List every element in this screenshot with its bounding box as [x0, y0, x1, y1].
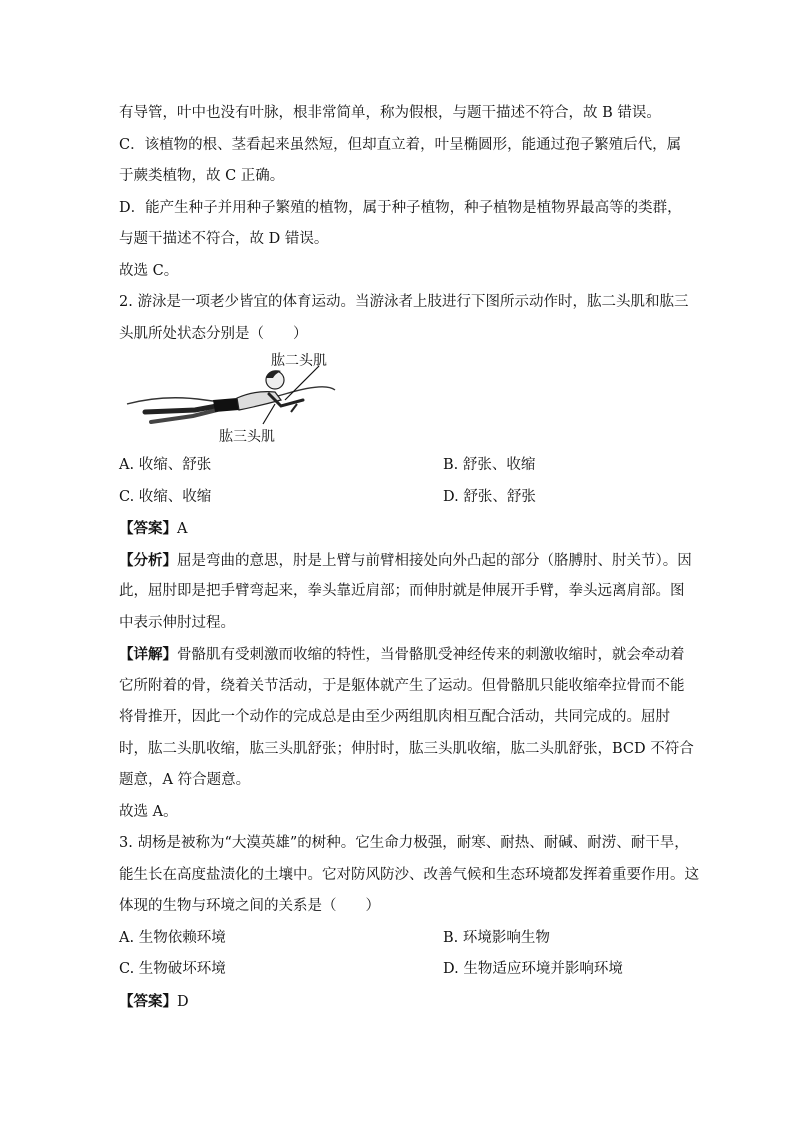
- detail-tag: 【详解】: [119, 646, 177, 663]
- options-row: [119, 954, 679, 986]
- answer-tag: 【答案】: [119, 520, 177, 537]
- answer-tag: 【答案】: [119, 992, 177, 1010]
- analysis-text: 屈是弯曲的意思，肘是上臂与前臂相接处向外凸起的部分（胳膊肘、肘关节）。因: [177, 552, 692, 569]
- conclusion-line: 故选 C。: [119, 262, 179, 279]
- analysis-line: 此，屈肘即是把手臂弯起来，拳头靠近肩部；而伸肘就是伸展开手臂，拳头远离肩部。图: [119, 583, 685, 599]
- options-row: [119, 482, 679, 514]
- detail-line: 将骨推开，因此一个动作的完成总是由至少两组肌肉相互配合活动，共同完成的。屈肘: [119, 709, 670, 725]
- triceps-label: 肱三头肌: [219, 429, 275, 445]
- detail-text: 骨骼肌有受刺激而收缩的特性，当骨骼肌受神经传来的刺激收缩时，就会牵动着: [177, 647, 685, 663]
- question-3-stem-line: 3. 胡杨是被称为“大漠英雄”的树种。它生命力极强，耐寒、耐热、耐碱、耐涝、耐干旱，: [119, 835, 689, 851]
- options-row: [119, 923, 679, 955]
- option-d: D. 舒张、舒张: [443, 488, 536, 505]
- option-a: A. 生物依赖环境: [119, 929, 226, 946]
- option-a: A. 收缩、舒张: [119, 457, 212, 473]
- detail-line: [119, 639, 685, 671]
- question-2-stem-line: 头肌所处状态分别是（ ）: [119, 325, 308, 342]
- answer-line: [119, 986, 679, 1018]
- text-line: 有导管，叶中也没有叶脉，根非常简单，称为假根，与题干描述不符合，故 B 错误。: [119, 105, 661, 121]
- text-line: 于蕨类植物，故 C 正确。: [119, 168, 285, 184]
- text-line: C．该植物的根、茎看起来虽然短，但却直立着，叶呈椭圆形，能通过孢子繁殖后代，属: [119, 136, 682, 153]
- answer-value: A: [177, 521, 188, 537]
- swimmer-figure: [125, 354, 355, 450]
- answer-line: [119, 513, 679, 545]
- conclusion-line: 故选 A。: [119, 803, 178, 820]
- option-b: B. 舒张、收缩: [443, 457, 536, 473]
- detail-line: 题意，A 符合题意。: [119, 772, 251, 788]
- document-page: [119, 98, 699, 1017]
- question-3-stem-line: 能生长在高度盐渍化的土壤中。它对防风防沙、改善气候和生态环境都发挥着重要作用。这: [119, 866, 699, 883]
- biceps-label: 肱二头肌: [271, 353, 327, 369]
- text-line: 与题干描述不符合，故 D 错误。: [119, 231, 329, 247]
- analysis-tag: 【分析】: [119, 551, 177, 569]
- option-d: D. 生物适应环境并影响环境: [443, 961, 623, 977]
- option-b: B. 环境影响生物: [443, 929, 550, 946]
- text-line: D．能产生种子并用种子繁殖的植物，属于种子植物，种子植物是植物界最高等的类群，: [119, 199, 682, 216]
- question-2-stem-line: 2. 游泳是一项老少皆宜的体育运动。当游泳者上肢进行下图所示动作时，肱二头肌和肱三: [119, 294, 689, 310]
- detail-line: 时，肱二头肌收缩，肱三头肌舒张；伸肘时，肱三头肌收缩，肱二头肌舒张，BCD 不符合: [119, 740, 694, 757]
- option-c: C. 生物破坏环境: [119, 961, 226, 977]
- detail-line: 它所附着的骨，绕着关节活动，于是躯体就产生了运动。但骨骼肌只能收缩牵拉骨而不能: [119, 677, 685, 694]
- question-3-stem-line: 体现的生物与环境之间的关系是（ ）: [119, 898, 380, 914]
- answer-value: D: [177, 993, 189, 1010]
- option-c: C. 收缩、收缩: [119, 488, 212, 505]
- analysis-line: [119, 545, 692, 577]
- options-row: [119, 450, 679, 482]
- analysis-line: 中表示伸肘过程。: [119, 614, 235, 631]
